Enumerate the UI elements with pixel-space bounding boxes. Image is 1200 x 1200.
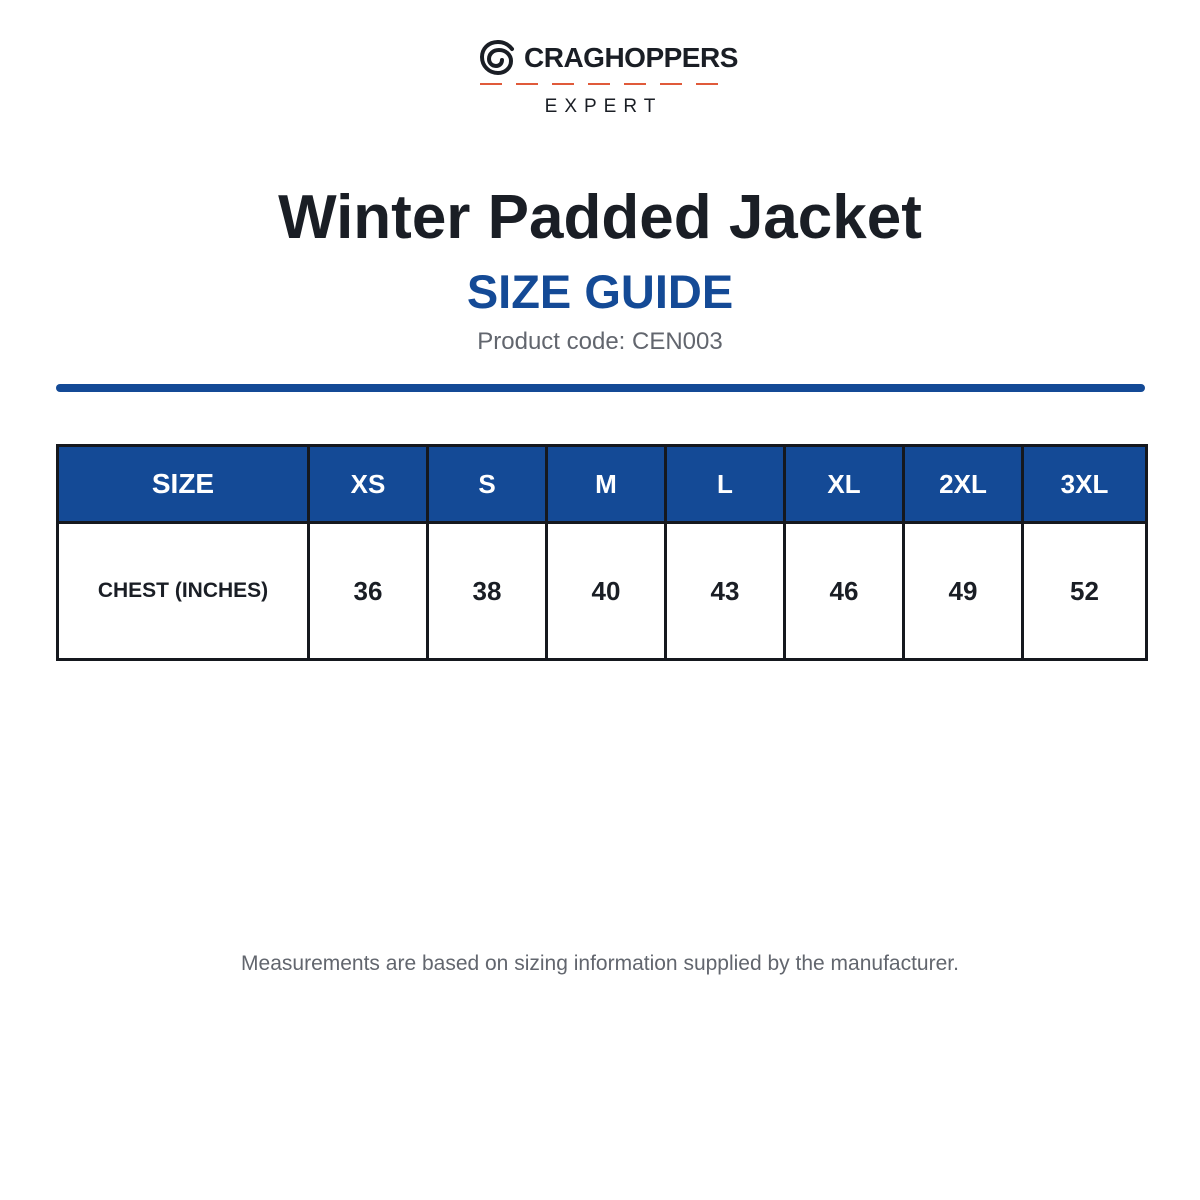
header-size-cell: XS xyxy=(309,446,428,523)
table-cell: 40 xyxy=(547,523,666,660)
header-divider xyxy=(56,384,1145,392)
row-label-chest: CHEST (INCHES) xyxy=(58,523,309,660)
product-code: Product code: CEN003 xyxy=(477,328,723,355)
table-cell: 52 xyxy=(1023,523,1147,660)
table-cell: 49 xyxy=(904,523,1023,660)
brand-sub: EXPERT xyxy=(544,96,663,117)
table-cell: 43 xyxy=(666,523,785,660)
header-size-cell: 3XL xyxy=(1023,446,1147,523)
brand-name: CRAGHOPPERS xyxy=(524,42,738,73)
header-size-cell: S xyxy=(428,446,547,523)
brand-dash-divider xyxy=(480,82,720,86)
header-size-cell: XL xyxy=(785,446,904,523)
table-cell: 46 xyxy=(785,523,904,660)
table-row xyxy=(58,523,1147,660)
header-size-label: SIZE xyxy=(58,446,309,523)
page-subtitle: SIZE GUIDE xyxy=(466,265,734,318)
size-table xyxy=(56,444,1148,661)
brand-logo-row xyxy=(478,38,738,78)
brand-logo xyxy=(0,38,1200,120)
table-header-row xyxy=(58,446,1147,523)
table-cell: 36 xyxy=(309,523,428,660)
craghoppers-swirl-icon xyxy=(478,38,518,78)
table-cell: 38 xyxy=(428,523,547,660)
header-size-cell: M xyxy=(547,446,666,523)
footnote: Measurements are based on sizing information supplied by the manufacturer. xyxy=(241,952,959,975)
header-size-cell: 2XL xyxy=(904,446,1023,523)
page-title: Winter Padded Jacket xyxy=(278,183,922,252)
header-size-cell: L xyxy=(666,446,785,523)
